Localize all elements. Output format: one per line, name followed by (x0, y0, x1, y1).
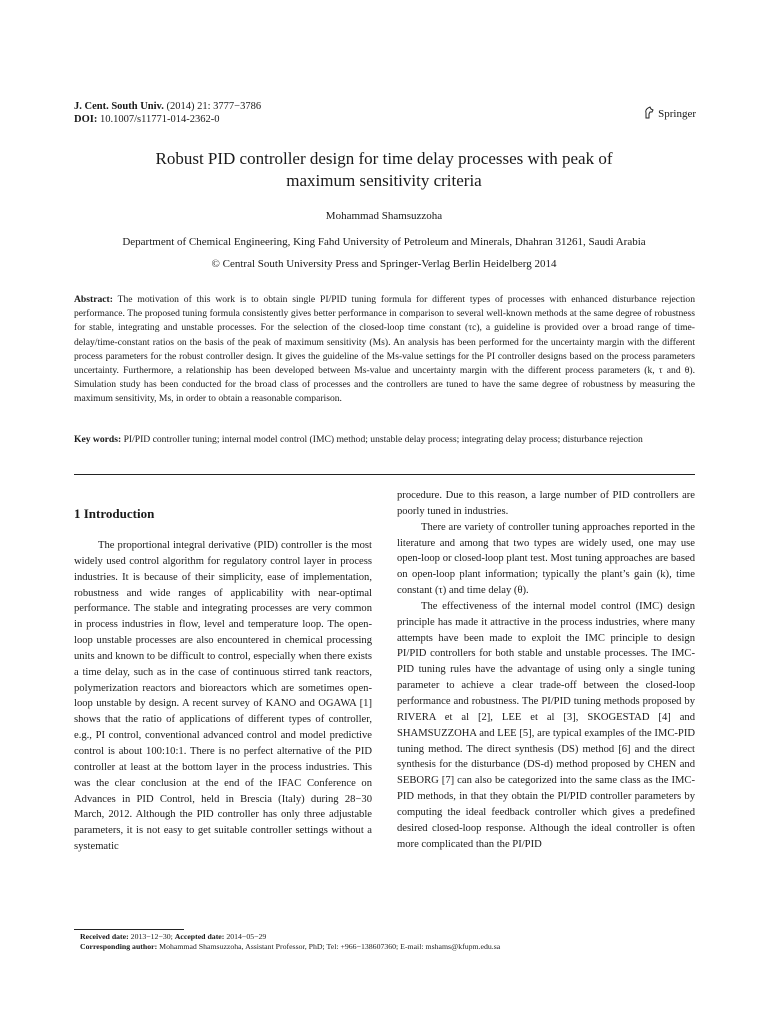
abstract-label: Abstract: (74, 294, 113, 305)
corresponding-label: Corresponding author: (80, 942, 158, 951)
dates-footnote (80, 932, 700, 942)
section-divider (74, 474, 695, 475)
body-column-right (397, 488, 695, 852)
body-column-left (74, 538, 372, 855)
accepted-label: Accepted date: (174, 932, 225, 941)
springer-horse-icon (643, 106, 655, 122)
paragraph: The proportional integral derivative (PID) controller is the most widely used control algorithm for regulatory control layer in process industries. It is because of their simplicity, ease of implementation, robustness and wide ranges of applicability with near-optimal performance. The stable and integrating processes are very common in process industries in flow, level and temperature loop. The open-loop unstable processes are also encountered in chemical processing units and known to be difficult to control, especially when there exists a time delay, such as in the case of continuous stirred tank reactors, polymerization reactors and bioreactors which are sometimes open-loop unstable by design. A recent survey of KANO and OGAWA [1] shows that the ratio of applications of different types of controller, e.g., PI control, conventional advanced control and model predictive control is about 100:10:1. There is no perfect alternative of the PID controller at least at the bottom layer in the process industries. This was the clear conclusion at the end of the IFAC Conference on Advances in PID Control, held in Brescia (Italy) during 28−30 March, 2012. Although the PID controller has only three adjustable parameters, it is not easy to get suitable controller settings without a systematic (74, 540, 372, 853)
corresponding-footnote (80, 942, 700, 952)
journal-name: J. Cent. South Univ. (74, 101, 164, 112)
journal-header (74, 100, 261, 126)
keywords-text: PI/PID controller tuning; internal model control (IMC) method; unstable delay process; integrating delay process; disturbance rejection (123, 434, 643, 445)
title-line-2: maximum sensitivity criteria (286, 171, 482, 190)
doi-link[interactable]: 10.1007/s11771-014-2362-0 (99, 114, 220, 125)
accepted-date: 2014−05−29 (226, 932, 267, 941)
paragraph: procedure. Due to this reason, a large number of PID controllers are poorly tuned in industries. (397, 490, 695, 517)
keywords (74, 433, 695, 447)
paragraph: The effectiveness of the internal model control (IMC) design principle has made it attractive in the process industries, where many attempts have been made to exploit the IMC principle to design PI/PID controllers for both stable and unstable processes. The IMC-PID tuning rules have the advantage of using only a single tuning parameter to achieve a clear trade-off between the closed-loop performance and robustness. The PI/PID tuning methods proposed by RIVERA et al [2], LEE et al [3], SKOGESTAD [4] and SHAMSUZZOHA and LEE [5], are typical examples of the IMC-PID tuning method. The direct synthesis (DS) method [6] and the direct synthesis for the disturbance (DS-d) method proposed by CHEN and SEBORG [7] can also be categorized into the same class as the IMC-PID methods, in that they obtain the PI/PID controller parameters by computing the ideal feedback controller which gives a predefined desired closed-loop response. Although the ideal controller is often more complicated than the PI/PID (397, 600, 695, 850)
journal-citation: (2014) 21: 3777−3786 (166, 101, 262, 112)
abstract-text: The motivation of this work is to obtain single PI/PID tuning formula for different types of processes with enhanced disturbance rejection performance. The proposed tuning formula consistently gives better performance in comparison to several well-known methods at the same degree of robustness for stable, integrating and unstable processes. For the selection of the closed-loop time constant (τc), a guideline is provided over a broad range of time-delay/time-constant ratios on the basis of the peak of maximum sensitivity (Ms). An analysis has been performed for the uncertainty margin with the different process parameters for the robust controller design. It gives the guideline of the Ms-value settings for the PI controller designs based on the process parameters uncertainty. Furthermore, a relationship has been developed between Ms-value and uncertainty margin with the different process parameters (k, τ and θ). Simulation study has been conducted for the broad class of processes and the controllers are tuned to have the same degree of robustness by measuring the maximum sensitivity, Ms, in order to obtain a reasonable comparison. (74, 294, 695, 405)
abstract (74, 293, 695, 407)
title-line-1: Robust PID controller design for time delay processes with peak of (155, 149, 613, 168)
paragraph: There are variety of controller tuning approaches reported in the literature and among that two types are widely used, one may use open-loop or closed-loop plant test. Most tuning approaches are based on open-loop plant information; typically the plant’s gain (k), time constant (τ) and time delay (θ). (397, 521, 695, 597)
paper-title (60, 148, 708, 192)
keywords-label: Key words: (74, 434, 122, 445)
copyright-line: © Central South University Press and Springer-Verlag Berlin Heidelberg 2014 (211, 258, 557, 270)
section-heading: 1 Introduction (74, 506, 155, 521)
publisher-logo (643, 106, 696, 122)
footnote-divider (74, 929, 184, 930)
author-name: Mohammad Shamsuzzoha (325, 210, 443, 222)
publisher-name: Springer (658, 108, 696, 120)
received-date: 2013−12−30; (130, 932, 173, 941)
affiliation: Department of Chemical Engineering, King Fahd University of Petroleum and Minerals, Dhahran 31261, Saudi Arabia (122, 236, 646, 248)
corresponding-text: Mohammad Shamsuzzoha, Assistant Professor, PhD; Tel: +966−138607360; E-mail: mshams@kfupm.edu.sa (159, 942, 501, 951)
received-label: Received date: (80, 932, 129, 941)
doi-label: DOI: (74, 114, 98, 125)
